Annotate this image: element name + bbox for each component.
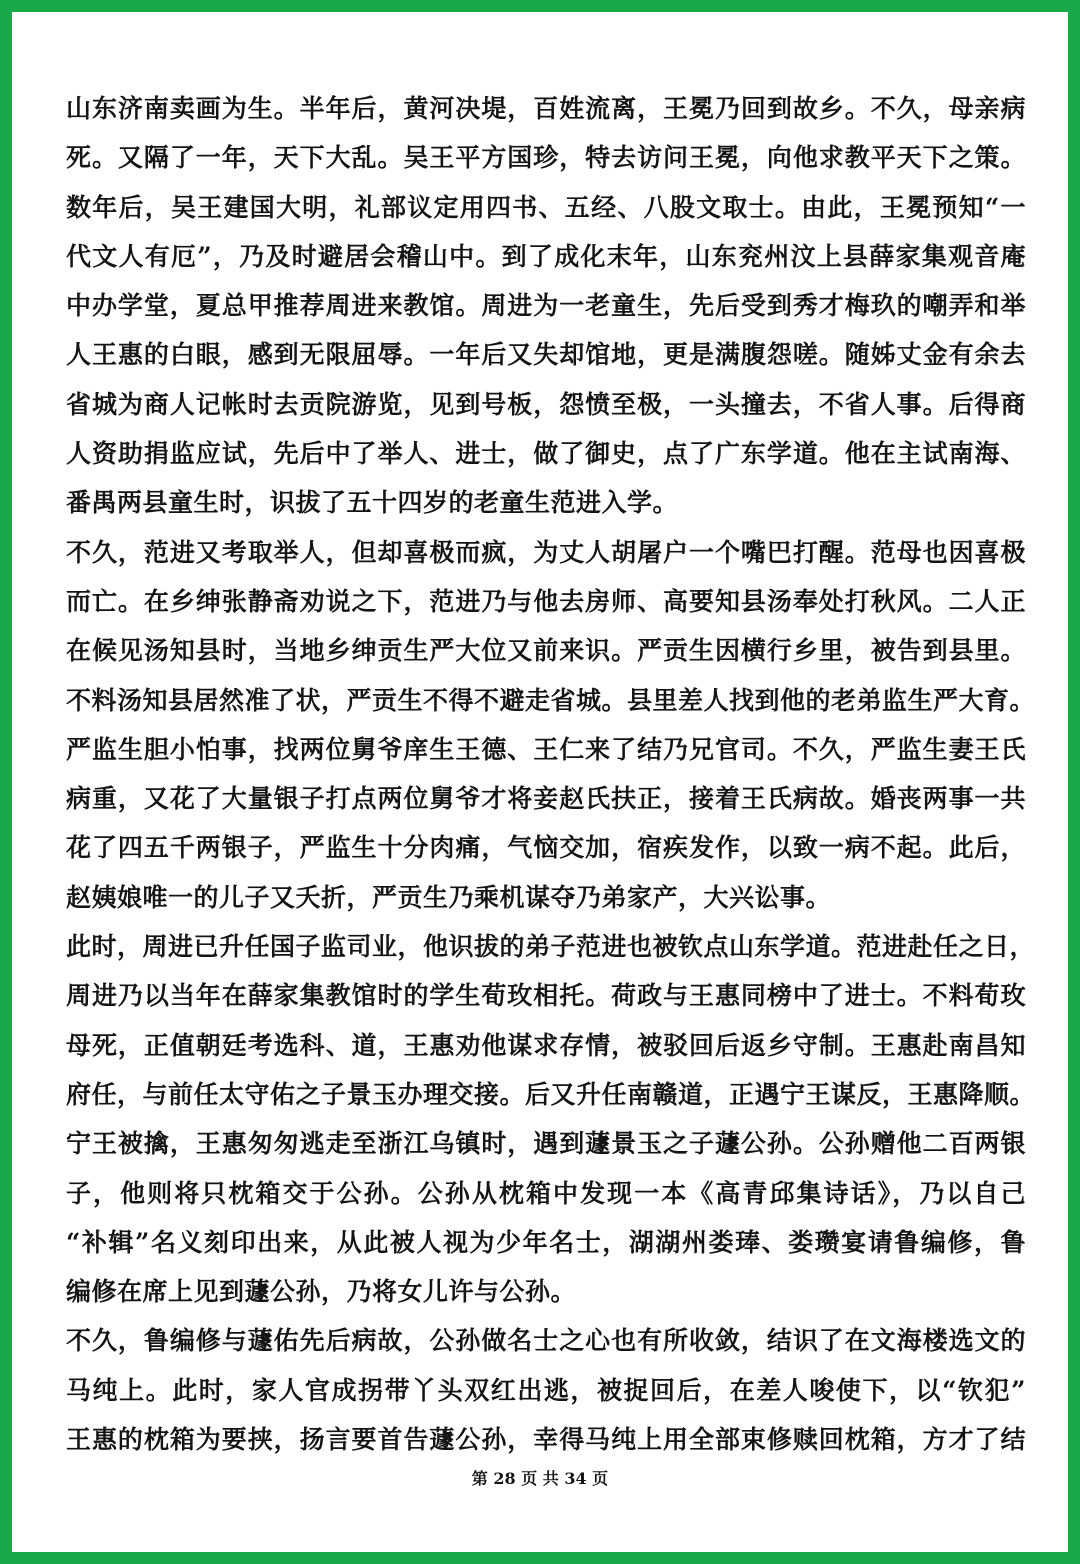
text-line: 中办学堂，夏总甲推荐周进来教馆。周进为一老童生，先后受到秀才梅玖的嘲弄和举 bbox=[66, 291, 1026, 321]
text-line: 山东济南卖画为生。半年后，黄河决堤，百姓流离，王冕乃回到故乡。不久，母亲病 bbox=[66, 94, 1026, 123]
text-line: 编修在席上见到蘧公孙，乃将女儿许与公孙。 bbox=[66, 1277, 577, 1307]
text-line: 人资助捐监应试，先后中了举人、进士，做了御史，点了广东学道。他在主试南海、 bbox=[66, 439, 1026, 469]
document-body bbox=[66, 84, 1036, 1464]
text-line: 数年后，吴王建国大明，礼部议定用四书、五经、八股文取士。由此，王冕预知“一 bbox=[66, 192, 1026, 222]
text-line: 番禺两县童生时，识拔了五十四岁的老童生范进入学。 bbox=[66, 488, 679, 518]
text-line: 不久，范进又考取举人，但却喜极而疯，为丈人胡屠户一个嘴巴打醒。范母也因喜极 bbox=[66, 537, 1026, 567]
text-line: 省城为商人记帐时去贡院游览，见到号板，怨愤至极，一头撞去，不省人事。后得商 bbox=[66, 389, 1026, 419]
text-line: 死。又隔了一年，天下大乱。吴王平方国珍，特去访问王冕，向他求教平天下之策。 bbox=[66, 143, 1026, 173]
text-line: 严监生胆小怕事，找两位舅爷庠生王德、王仁来了结乃兄官司。不久，严监生妻王氏 bbox=[66, 734, 1026, 764]
text-line: 周进乃以当年在薛家集教馆时的学生荀玫相托。荷政与王惠同榜中了进士。不料荀玫 bbox=[66, 981, 1026, 1011]
text-line: 王惠的枕箱为要挟，扬言要首告蘧公孙，幸得马纯上用全部束修赎回枕箱，方才了结 bbox=[66, 1425, 1026, 1455]
text-line: 此时，周进已升任国子监司业，他识拔的弟子范进也被钦点山东学道。范进赴任之日， bbox=[66, 932, 1036, 962]
text-line: 不料汤知县居然准了状，严贡生不得不避走省城。县里差人找到他的老弟监生严大育。 bbox=[66, 685, 1036, 715]
text-line: 病重，又花了大量银子打点两位舅爷才将妾赵氏扶正，接着王氏病故。婚丧两事一共 bbox=[66, 784, 1026, 814]
text-line: 人王惠的白眼，感到无限屈辱。一年后又失却馆地，更是满腹怨嗟。随姊丈金有余去 bbox=[66, 340, 1026, 370]
text-line: 府任，与前任太守佑之子景玉办理交接。后又升任南赣道，正遇宁王谋反，王惠降顺。 bbox=[66, 1079, 1036, 1109]
text-line: 子，他则将只枕箱交于公孙。公孙从枕箱中发现一本《高青邱集诗话》，乃以自己 bbox=[66, 1178, 1026, 1208]
text-line: 宁王被擒，王惠匆匆逃走至浙江乌镇时，遇到蘧景玉之子蘧公孙。公孙赠他二百两银 bbox=[66, 1129, 1026, 1159]
text-line: 代文人有厄”，乃及时避居会稽山中。到了成化末年，山东兖州汶上县薛家集观音庵 bbox=[66, 241, 1026, 271]
text-line: 马纯上。此时，家人官成拐带丫头双红出逃，被捉回后，在差人唆使下，以“钦犯” bbox=[66, 1375, 1026, 1405]
text-line: 不久，鲁编修与蘧佑先后病故，公孙做名士之心也有所收敛，结识了在文海楼选文的 bbox=[66, 1326, 1026, 1356]
text-line: 在候见汤知县时，当地乡绅贡生严大位又前来识。严贡生因横行乡里，被告到县里。 bbox=[66, 636, 1026, 666]
page-number-footer: 第 28 页 共 34 页 bbox=[471, 1469, 609, 1488]
text-line: 母死，正值朝廷考选科、道，王惠劝他谋求存情，被驳回后返乡守制。王惠赴南昌知 bbox=[66, 1030, 1026, 1060]
text-line: “补辑”名义刻印出来，从此被人视为少年名士，湖湖州娄琫、娄瓒宴请鲁编修，鲁 bbox=[66, 1227, 1026, 1257]
text-line: 赵姨娘唯一的儿子又夭折，严贡生乃乘机谋夺乃弟家产，大兴讼事。 bbox=[66, 882, 832, 912]
text-line: 花了四五千两银子，严监生十分肉痛，气恼交加，宿疾发作，以致一病不起。此后， bbox=[66, 833, 1026, 863]
text-line: 而亡。在乡绅张静斋劝说之下，范进乃与他去房师、高要知县汤奉处打秋风。二人正 bbox=[66, 586, 1026, 616]
